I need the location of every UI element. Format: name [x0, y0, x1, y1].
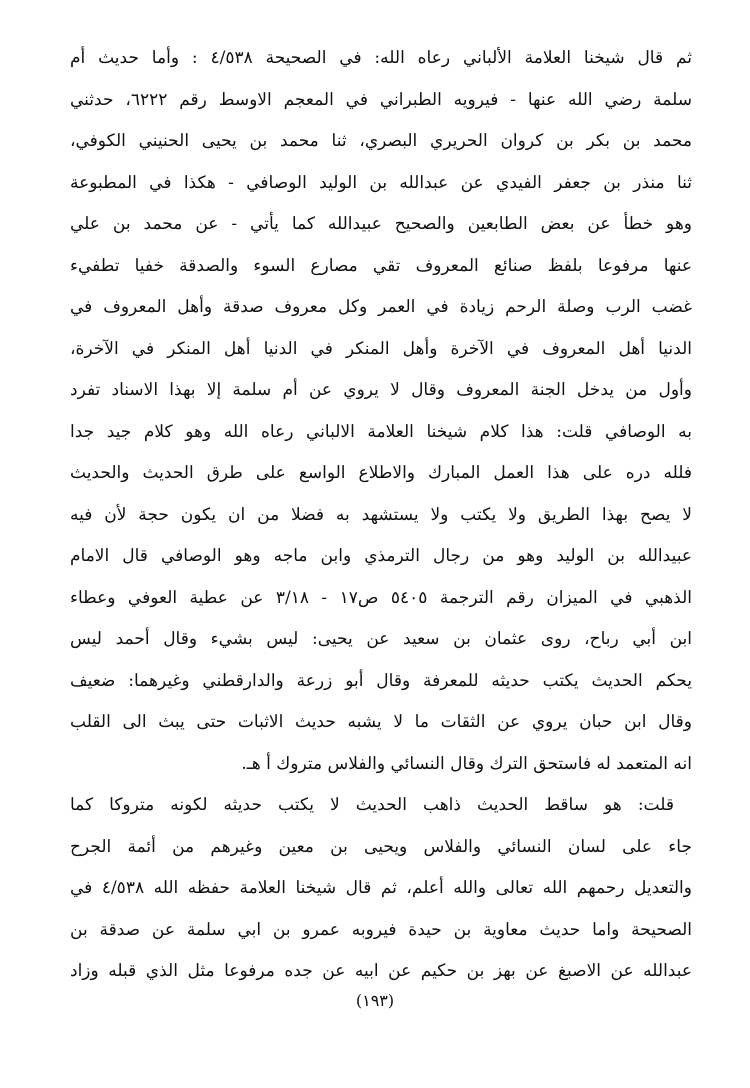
text-line-13: عبيدالله بن الوليد وهو من رجال الترمذي وابن ماجه وهو الوصافي قال الامام [70, 546, 692, 566]
text-line-3: محمد بن بكر بن كروان الحريري البصري، ثنا محمد بن يحيى الحنيني الكوفي، [70, 131, 692, 151]
text-line-1: ثم قال شيخنا العلامة الألباني رعاه الله: في الصحيحة ٤/٥٣٨ : وأما حديث أم [70, 48, 692, 68]
text-line-6: عنها مرفوعا بلفظ صنائع المعروف تقي مصارع السوء والصدقة خفيا تطفيء [70, 255, 692, 276]
text-line-5: وهو خطأ عن بعض الطابعين والصحيح عبيدالله كما يأتي - عن محمد بن علي [70, 214, 692, 234]
text-line-14: الذهبي في الميزان رقم الترجمة ٥٤٠٥ ص١٧ - ٣/١٨ عن عطية العوفي وعطاء [70, 587, 692, 608]
text-line-8: الدنيا أهل المعروف في الآخرة وأهل المنكر في الدنيا أهل المنكر في الآخرة، [70, 338, 692, 359]
text-line-9: وأول من يدخل الجنة المعروف وقال لا يروي عن أم سلمة إلا بهذا الاسناد تفرد [70, 380, 692, 400]
text-line-11: فلله دره على هذا العمل المبارك والاطلاع الواسع على طرق الحديث والحديث [70, 463, 692, 483]
text-line-18: انه المتعمد له فاستحق الترك وقال النسائي والفلاس متروك أ هـ. [241, 753, 692, 774]
text-line-21: والتعديل رحمهم الله تعالى والله أعلم، ثم قال شيخنا العلامة حفظه الله ٤/٥٣٨ في [70, 878, 692, 898]
text-line-22: الصحيحة واما حديث معاوية بن حيدة فيروبه عمرو بن ابي سلمة عن صدقة بن [70, 919, 692, 940]
text-line-4: ثنا منذر بن جعفر الفيدي عن عبدالله بن الوليد الوصافي - هكذا في المطبوعة [70, 172, 692, 193]
text-line-10: به الوصافي قلت: هذا كلام شيخنا العلامة الالباني رعاه الله وهو كلام جيد جدا [70, 421, 692, 442]
text-line-19: قلت: هو ساقط الحديث ذاهب الحديث لا يكتب حديثه لكونه متروكا كما [70, 795, 674, 815]
text-line-7: غضب الرب وصلة الرحم زيادة في العمر وكل معروف صدقة وأهل المعروف في [70, 297, 692, 317]
page-number: (١٩٣) [355, 991, 395, 1010]
text-line-16: يحكم الحديث يكتب حديثه للمعرفة وقال أبو زرعة والدارقطني وغيرهما: ضعيف [70, 670, 692, 691]
text-line-17: وقال ابن حبان يروي عن الثقات ما لا يشبه حديث الاثبات حتى يبث الى القلب [70, 712, 692, 732]
text-line-2: سلمة رضي الله عنها - فيرويه الطبراني في المعجم الاوسط رقم ٦٢٢٢، حدثني [70, 89, 692, 110]
text-line-23: عبدالله عن الاصبغ عن بهز بن حكيم عن ابيه عن جده مرفوعا مثل الذي قبله وزاد [70, 961, 692, 981]
text-line-15: ابن أبي رباح، روى عثمان بن سعيد عن يحيى: ليس بشيء وقال أحمد ليس [70, 629, 692, 649]
page-body [70, 38, 692, 993]
text-line-20: جاء على لسان النسائي والفلاس ويحيى بن معين وغيرهم من أئمة الجرح [70, 836, 692, 857]
text-line-12: لا يصح بهذا الطريق ولا يكتب ولا يستشهد به فضلا من ان يكون حجة لأن فيه [70, 504, 692, 525]
